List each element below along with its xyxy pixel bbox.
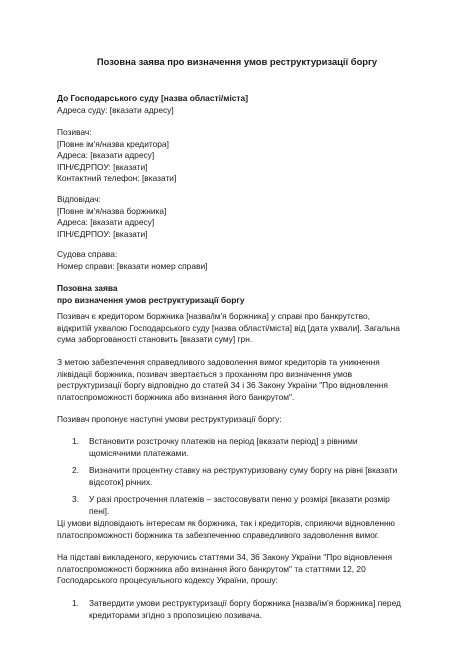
case-block — [57, 249, 427, 272]
court-heading: До Господарського суду [назва області/міста] — [57, 93, 248, 103]
defendant-name: [Повне ім'я/назва боржника] — [57, 205, 167, 216]
defendant-label: Відповідач: — [57, 194, 101, 204]
list-item-line: У разі прострочення платежів – застосовувати пеню у розмірі [вказати розмір — [89, 494, 390, 505]
court-block — [57, 93, 427, 116]
list-item-line: пені]. — [89, 505, 110, 516]
paragraph-purpose — [57, 357, 427, 403]
list-item-line: Визначити процентну ставку на реструктуризовану суму боргу на рівні [вказати — [89, 465, 398, 476]
requests-list — [72, 598, 422, 627]
plaintiff-phone: Контактний телефон: [вказати] — [57, 173, 177, 184]
list-item — [72, 494, 422, 517]
restructuring-terms-list — [72, 436, 422, 524]
list-number: 3. — [72, 494, 79, 505]
list-number: 2. — [72, 465, 79, 476]
paragraph-line: З метою забезпечення справедливого задоволення вимог кредиторів та уникнення — [57, 357, 380, 367]
claim-heading-line1: Позовна заява — [57, 283, 118, 293]
paragraph-line: На підставі викладеного, керуючись статтями 34, 36 Закону України "Про відновлення — [57, 552, 392, 562]
paragraph-line: Позивач пропонує наступні умови реструктуризації боргу: — [57, 414, 282, 424]
defendant-address: Адреса: [вказати адресу] — [57, 217, 155, 228]
plaintiff-address: Адреса: [вказати адресу] — [57, 150, 155, 161]
list-item-line: Встановити розстрочку платежів на період [вказати період] з рівними — [89, 436, 358, 446]
plaintiff-name: [Повне ім'я/назва кредитора] — [57, 138, 169, 149]
list-item-line: кредиторами згідно з пропозицією позивача. — [89, 609, 263, 620]
paragraph-creditor-status — [57, 311, 427, 346]
court-address: Адреса суду: [вказати адресу] — [57, 104, 174, 115]
list-item — [72, 436, 422, 459]
list-item-line: відсоток] річних. — [89, 476, 153, 487]
paragraph-proposal-intro — [57, 414, 427, 426]
paragraph-interests — [57, 518, 427, 541]
defendant-code: ІПН/ЄДРПОУ: [вказати] — [57, 228, 148, 239]
list-number: 1. — [72, 598, 79, 608]
list-item-line: Затвердити умови реструктуризації боргу боржника [назва/ім'я боржника] перед — [89, 598, 401, 608]
list-item — [72, 598, 422, 621]
plaintiff-block — [57, 127, 427, 185]
paragraph-line: Господарського процесуального кодексу України, прошу: — [57, 575, 278, 586]
paragraph-line: Позивач є кредитором боржника [назва/ім'я боржника] у справі про банкрутство, — [57, 311, 370, 321]
plaintiff-code: ІПН/ЄДРПОУ: [вказати] — [57, 161, 148, 172]
paragraph-line: реструктуризації боргу відповідно до статей 34 і 36 Закону України "Про відновлення — [57, 380, 388, 391]
case-label: Судова справа: — [57, 249, 118, 259]
paragraph-line: Ці умови відповідають інтересам як боржника, так і кредиторів, сприяючи відновленню — [57, 518, 395, 528]
paragraph-line: платоспроможності боржника або визнання його банкрутом". — [57, 391, 295, 402]
plaintiff-label: Позивач: — [57, 127, 92, 137]
document-title: Позовна заява про визначення умов реструктуризації боргу — [96, 56, 378, 67]
paragraph-line: платоспроможності боржника або визнання його банкрутом" та статтями 12, 20 — [57, 563, 366, 574]
case-number: Номер справи: [вказати номер справи] — [57, 260, 208, 271]
list-item-line: щомісячними платежами. — [89, 447, 189, 458]
list-item — [72, 465, 422, 488]
claim-heading — [57, 283, 427, 306]
paragraph-line: платоспроможності боржника та забезпеченню справедливого задоволення вимог. — [57, 529, 380, 540]
claim-heading-line2: про визначення умов реструктуризації боргу — [57, 294, 245, 305]
list-number: 1. — [72, 436, 79, 446]
paragraph-line: ліквідації боржника, позивач звертається з проханням про визначення умов — [57, 368, 353, 379]
paragraph-line: відкритій ухвалою Господарського суду [назва області/міста] від [дата ухвали]. Загальна — [57, 322, 400, 333]
defendant-block — [57, 194, 427, 240]
paragraph-line: сума заборгованості становить [вказати суму] грн. — [57, 334, 253, 345]
paragraph-legal-basis — [57, 552, 427, 587]
